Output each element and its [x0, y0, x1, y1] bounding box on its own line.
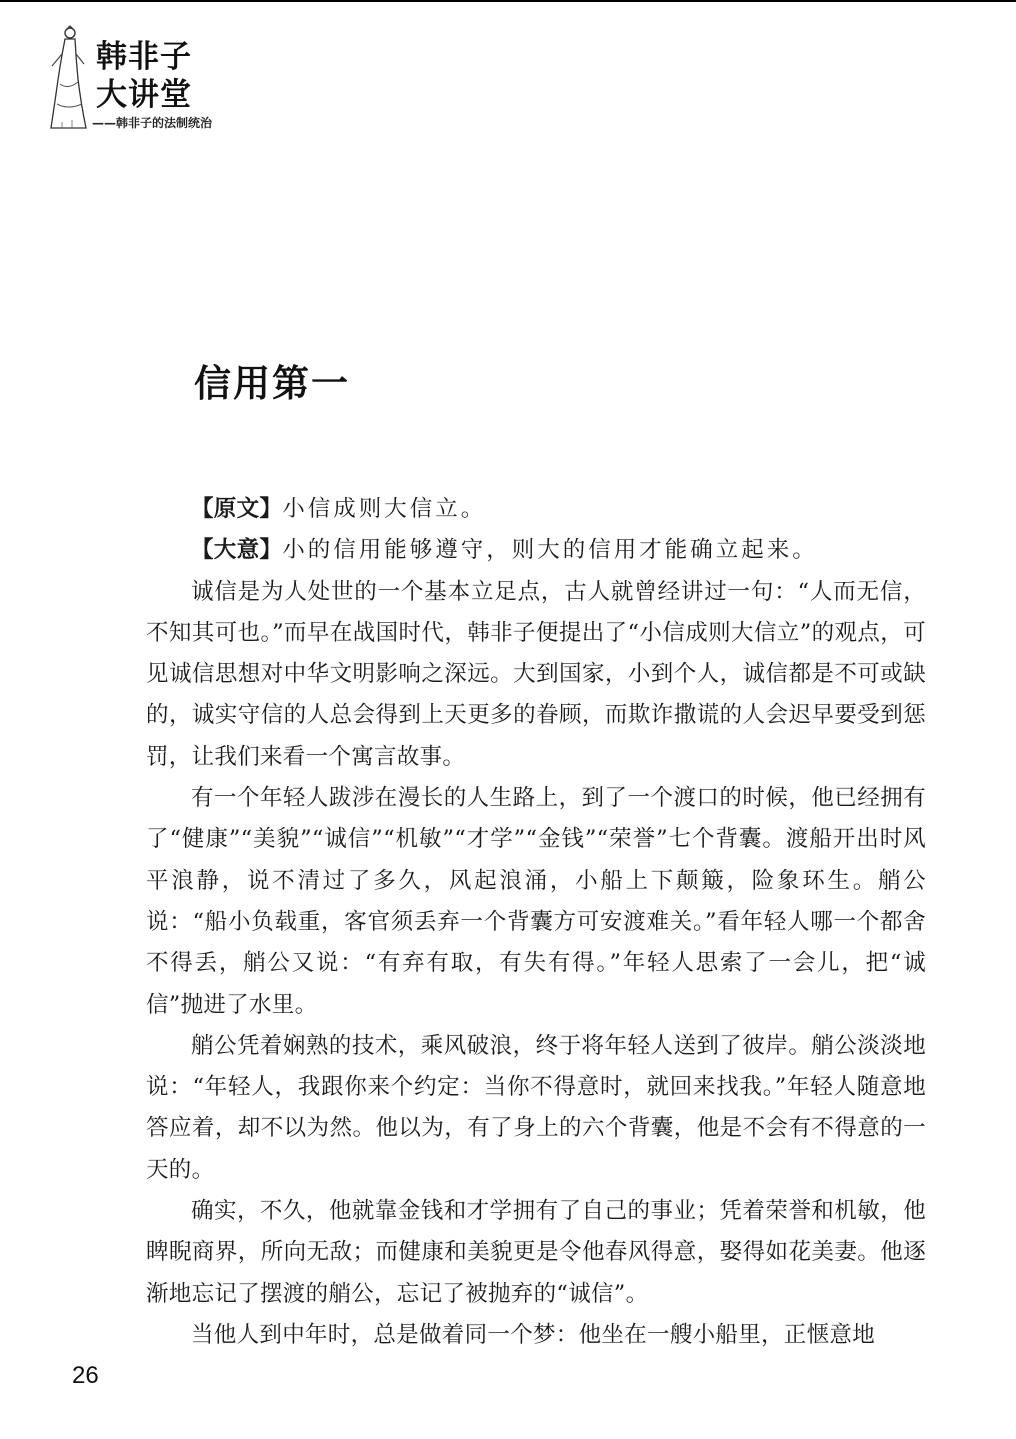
series-title-line1: 韩非子 — [96, 39, 192, 75]
meaning-text: 小的信用能够遵守，则大的信用才能确立起来。 — [282, 537, 818, 564]
series-title-line2: 大讲堂 — [96, 77, 192, 113]
original-text-line — [146, 489, 926, 530]
page-number: 26 — [72, 1362, 99, 1389]
series-subtitle: ——韩非子的法制统治 — [92, 116, 213, 130]
body-text — [146, 489, 926, 1356]
paragraph: 有一个年轻人跋涉在漫长的人生路上，到了一个渡口的时候，他已经拥有了“健康”“美貌”“诚信”“机敏”“才学”“金钱”“荣誉”七个背囊。渡船开出时风平浪静，说不清过了多久，风起浪涌，小船上下颠簸，险象环生。艄公说：“船小负载重，客官须丢弃一个背囊方可安渡难关。”看年轻人哪一个都舍不得丢，艄公又说：“有弃有取，有失有得。”年轻人思索了一会儿，把“诚信”抛进了水里。 — [146, 785, 926, 1018]
meaning-line — [146, 530, 926, 571]
original-tag: 【原文】 — [191, 496, 283, 522]
original-text: 小信成则大信立。 — [282, 496, 487, 522]
top-rule — [0, 0, 1016, 2]
paragraph: 当他人到中年时，总是做着同一个梦：他坐在一艘小船里，正惬意地 — [191, 1321, 876, 1348]
scholar-figure-icon — [48, 24, 92, 130]
chapter-title: 信用第一 — [194, 362, 350, 405]
paragraph: 确实，不久，他就靠金钱和才学拥有了自己的事业；凭着荣誉和机敏，他睥睨商界，所向无敌；而健康和美貌更是令他春风得意，娶得如花美妻。他逐渐地忘记了摆渡的艄公，忘记了被抛弃的“诚信”。 — [146, 1198, 926, 1307]
book-series-logo — [48, 24, 228, 134]
paragraph: 诚信是为人处世的一个基本立足点，古人就曾经讲过一句：“人而无信，不知其可也。”而早在战国时代，韩非子便提出了“小信成则大信立”的观点，可见诚信思想对中华文明影响之深远。大到国家，小到个人，诚信都是不可或缺的，诚实守信的人总会得到上天更多的眷顾，而欺诈撒谎的人会迟早要受到惩罚，让我们来看一个寓言故事。 — [146, 578, 926, 770]
paragraph: 艄公凭着娴熟的技术，乘风破浪，终于将年轻人送到了彼岸。艄公淡淡地说：“年轻人，我跟你来个约定：当你不得意时，就回来找我。”年轻人随意地答应着，却不以为然。他以为，有了身上的六个背囊，他是不会有不得意的一天的。 — [146, 1032, 926, 1183]
meaning-tag: 【大意】 — [191, 537, 283, 564]
